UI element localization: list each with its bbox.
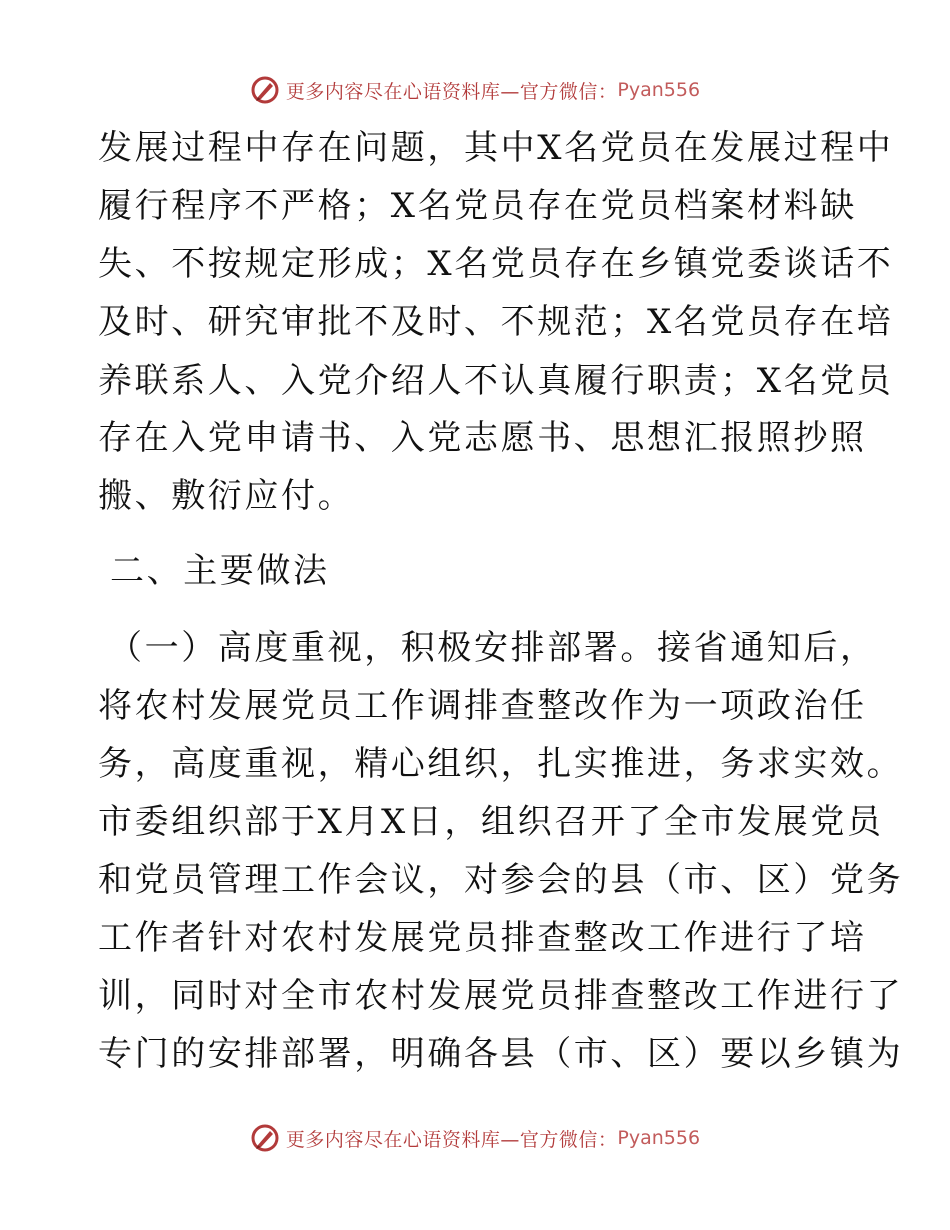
body-line: 及时、研究审批不及时、不规范；X名党员存在培 [98,302,894,342]
body-line: 市委组织部于X月X日，组织召开了全市发展党员 [98,802,884,842]
body-line: 将农村发展党员工作调排查整改作为一项政治任 [98,686,867,726]
watermark-header [0,70,950,110]
pen-logo-icon [250,1123,280,1153]
body-line: 务，高度重视，精心组织，扎实推进，务求实效。 [98,744,904,784]
body-line: 专门的安排部署，明确各县（市、区）要以乡镇为 [98,1034,904,1074]
body-line: 和党员管理工作会议，对参会的县（市、区）党务 [98,860,904,900]
body-line: 存在入党申请书、入党志愿书、思想汇报照抄照 [98,418,867,458]
watermark-wechat-id: Pyan556 [617,1127,701,1149]
pen-logo-icon [250,75,280,105]
body-line: 养联系人、入党介绍人不认真履行职责；X名党员 [98,361,894,401]
watermark-text: 更多内容尽在心语资料库—官方微信： [285,1128,618,1151]
body-line: 训，同时对全市农村发展党员排查整改工作进行了 [98,976,904,1016]
section-heading: 二、主要做法 [110,551,330,591]
body-line: 搬、敷衍应付。 [98,476,355,516]
body-line: 履行程序不严格；X名党员存在党员档案材料缺 [98,186,857,226]
watermark-text: 更多内容尽在心语资料库—官方微信： [285,80,618,103]
watermark-footer [0,1118,950,1158]
body-line: 工作者针对农村发展党员排查整改工作进行了培 [98,918,867,958]
body-line: （一）高度重视，积极安排部署。接省通知后， [108,628,877,668]
body-line: 失、不按规定形成；X名党员存在乡镇党委谈话不 [98,244,894,284]
body-line: 发展过程中存在问题，其中X名党员在发展过程中 [98,128,894,168]
watermark-wechat-id: Pyan556 [617,79,701,101]
